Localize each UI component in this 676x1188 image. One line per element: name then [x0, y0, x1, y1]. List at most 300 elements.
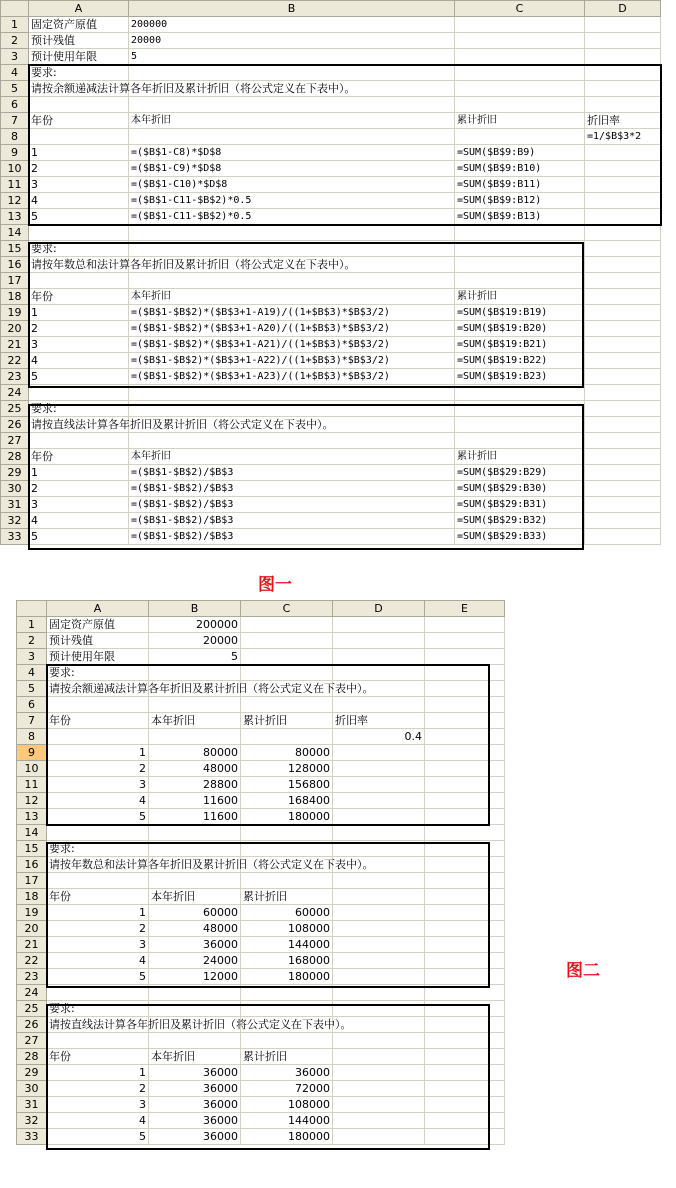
cell-c32[interactable]: =SUM($B$29:B32) [455, 513, 585, 529]
column-header[interactable]: A [29, 1, 129, 17]
cell-a19[interactable]: 1 [29, 305, 129, 321]
cell-d7[interactable]: 折旧率 [333, 713, 425, 729]
cell-b31[interactable]: =($B$1-$B$2)/$B$3 [129, 497, 455, 513]
row-header[interactable]: 8 [17, 729, 47, 745]
cell-d15[interactable] [585, 241, 661, 257]
row-header[interactable]: 30 [1, 481, 29, 497]
cell-a15[interactable]: 要求: [47, 841, 149, 857]
cell-c27[interactable] [241, 1033, 333, 1049]
cell-d19[interactable] [585, 305, 661, 321]
cell-c28[interactable]: 累计折旧 [455, 449, 585, 465]
cell-c24[interactable] [241, 985, 333, 1001]
row-header[interactable]: 33 [1, 529, 29, 545]
cell-d2[interactable] [585, 33, 661, 49]
cell-e15[interactable] [425, 841, 505, 857]
cell-a17[interactable] [47, 873, 149, 889]
cell-d6[interactable] [585, 97, 661, 113]
cell-b25[interactable] [129, 401, 455, 417]
cell-a29[interactable]: 1 [29, 465, 129, 481]
select-all-corner[interactable] [17, 601, 47, 617]
cell-c8[interactable] [455, 129, 585, 145]
cell-c21[interactable]: 144000 [241, 937, 333, 953]
cell-c28[interactable]: 累计折旧 [241, 1049, 333, 1065]
cell-b29[interactable]: 36000 [149, 1065, 241, 1081]
row-header[interactable]: 30 [17, 1081, 47, 1097]
cell-c15[interactable] [455, 241, 585, 257]
cell-d31[interactable] [585, 497, 661, 513]
row-header[interactable]: 2 [17, 633, 47, 649]
cell-b21[interactable]: =($B$1-$B$2)*($B$3+1-A21)/((1+$B$3)*$B$3/2) [129, 337, 455, 353]
cell-c22[interactable]: 168000 [241, 953, 333, 969]
row-header[interactable]: 32 [17, 1113, 47, 1129]
cell-a32[interactable]: 4 [29, 513, 129, 529]
cell-b22[interactable]: 24000 [149, 953, 241, 969]
cell-e12[interactable] [425, 793, 505, 809]
row-header[interactable]: 28 [1, 449, 29, 465]
cell-c17[interactable] [455, 273, 585, 289]
row-header[interactable]: 23 [17, 969, 47, 985]
cell-c1[interactable] [241, 617, 333, 633]
cell-d17[interactable] [333, 873, 425, 889]
row-header[interactable]: 24 [1, 385, 29, 401]
cell-e17[interactable] [425, 873, 505, 889]
row-header[interactable]: 31 [1, 497, 29, 513]
cell-b6[interactable] [149, 697, 241, 713]
cell-c4[interactable] [455, 65, 585, 81]
row-header[interactable]: 17 [17, 873, 47, 889]
cell-c6[interactable] [241, 697, 333, 713]
cell-c11[interactable]: 156800 [241, 777, 333, 793]
cell-a14[interactable] [29, 225, 129, 241]
cell-d15[interactable] [333, 841, 425, 857]
cell-c31[interactable]: 108000 [241, 1097, 333, 1113]
cell-b3[interactable]: 5 [149, 649, 241, 665]
row-header[interactable]: 19 [1, 305, 29, 321]
cell-d33[interactable] [585, 529, 661, 545]
cell-b32[interactable]: 36000 [149, 1113, 241, 1129]
cell-c33[interactable]: 180000 [241, 1129, 333, 1145]
cell-e29[interactable] [425, 1065, 505, 1081]
cell-b10[interactable]: =($B$1-C9)*$D$8 [129, 161, 455, 177]
cell-e18[interactable] [425, 889, 505, 905]
cell-a17[interactable] [29, 273, 129, 289]
cell-c7[interactable]: 累计折旧 [241, 713, 333, 729]
cell-a25[interactable]: 要求: [47, 1001, 149, 1017]
cell-c3[interactable] [455, 49, 585, 65]
cell-c32[interactable]: 144000 [241, 1113, 333, 1129]
cell-c26[interactable] [455, 417, 585, 433]
cell-d18[interactable] [333, 889, 425, 905]
cell-e24[interactable] [425, 985, 505, 1001]
cell-d4[interactable] [585, 65, 661, 81]
row-header[interactable]: 22 [1, 353, 29, 369]
cell-b8[interactable] [149, 729, 241, 745]
cell-a18[interactable]: 年份 [47, 889, 149, 905]
cell-c13[interactable]: =SUM($B$9:B13) [455, 209, 585, 225]
cell-c19[interactable]: 60000 [241, 905, 333, 921]
cell-b18[interactable]: 本年折旧 [129, 289, 455, 305]
row-header[interactable]: 11 [1, 177, 29, 193]
cell-d33[interactable] [333, 1129, 425, 1145]
row-header[interactable]: 12 [1, 193, 29, 209]
cell-c33[interactable]: =SUM($B$29:B33) [455, 529, 585, 545]
cell-e7[interactable] [425, 713, 505, 729]
cell-d21[interactable] [333, 937, 425, 953]
cell-d13[interactable] [333, 809, 425, 825]
cell-d29[interactable] [333, 1065, 425, 1081]
cell-c27[interactable] [455, 433, 585, 449]
cell-e5[interactable] [425, 681, 505, 697]
row-header[interactable]: 18 [17, 889, 47, 905]
cell-d10[interactable] [333, 761, 425, 777]
row-header[interactable]: 23 [1, 369, 29, 385]
cell-b7[interactable]: 本年折旧 [129, 113, 455, 129]
cell-e16[interactable] [425, 857, 505, 873]
cell-a18[interactable]: 年份 [29, 289, 129, 305]
cell-b15[interactable] [129, 241, 455, 257]
cell-b32[interactable]: =($B$1-$B$2)/$B$3 [129, 513, 455, 529]
row-header[interactable]: 22 [17, 953, 47, 969]
row-header[interactable]: 29 [17, 1065, 47, 1081]
cell-c17[interactable] [241, 873, 333, 889]
cell-a31[interactable]: 3 [47, 1097, 149, 1113]
cell-c5[interactable] [455, 81, 585, 97]
cell-d14[interactable] [585, 225, 661, 241]
cell-d23[interactable] [333, 969, 425, 985]
row-header[interactable]: 9 [17, 745, 47, 761]
cell-a7[interactable]: 年份 [47, 713, 149, 729]
cell-b24[interactable] [149, 985, 241, 1001]
cell-a20[interactable]: 2 [29, 321, 129, 337]
cell-a30[interactable]: 2 [47, 1081, 149, 1097]
cell-a24[interactable] [29, 385, 129, 401]
cell-d24[interactable] [585, 385, 661, 401]
cell-d30[interactable] [585, 481, 661, 497]
cell-a16[interactable]: 请按年数总和法计算各年折旧及累计折旧（将公式定义在下表中）。 [29, 257, 129, 273]
cell-b23[interactable]: 12000 [149, 969, 241, 985]
row-header[interactable]: 21 [1, 337, 29, 353]
cell-d12[interactable] [585, 193, 661, 209]
cell-b28[interactable]: 本年折旧 [129, 449, 455, 465]
cell-d23[interactable] [585, 369, 661, 385]
column-header[interactable]: C [241, 601, 333, 617]
cell-a23[interactable]: 5 [29, 369, 129, 385]
cell-c16[interactable] [455, 257, 585, 273]
cell-b11[interactable]: 28800 [149, 777, 241, 793]
cell-b19[interactable]: 60000 [149, 905, 241, 921]
cell-e33[interactable] [425, 1129, 505, 1145]
cell-c7[interactable]: 累计折旧 [455, 113, 585, 129]
cell-a13[interactable]: 5 [47, 809, 149, 825]
row-header[interactable]: 2 [1, 33, 29, 49]
cell-a31[interactable]: 3 [29, 497, 129, 513]
cell-a28[interactable]: 年份 [47, 1049, 149, 1065]
cell-e13[interactable] [425, 809, 505, 825]
cell-d25[interactable] [585, 401, 661, 417]
cell-e20[interactable] [425, 921, 505, 937]
cell-a10[interactable]: 2 [47, 761, 149, 777]
cell-d11[interactable] [585, 177, 661, 193]
cell-b33[interactable]: =($B$1-$B$2)/$B$3 [129, 529, 455, 545]
cell-e22[interactable] [425, 953, 505, 969]
cell-d4[interactable] [333, 665, 425, 681]
cell-b1[interactable]: 200000 [129, 17, 455, 33]
cell-c20[interactable]: 108000 [241, 921, 333, 937]
row-header[interactable]: 12 [17, 793, 47, 809]
cell-d1[interactable] [585, 17, 661, 33]
cell-c10[interactable]: =SUM($B$9:B10) [455, 161, 585, 177]
cell-b30[interactable]: =($B$1-$B$2)/$B$3 [129, 481, 455, 497]
cell-d29[interactable] [585, 465, 661, 481]
cell-c12[interactable]: =SUM($B$9:B12) [455, 193, 585, 209]
cell-d20[interactable] [333, 921, 425, 937]
cell-b4[interactable] [149, 665, 241, 681]
row-header[interactable]: 9 [1, 145, 29, 161]
cell-a9[interactable]: 1 [47, 745, 149, 761]
cell-d26[interactable] [585, 417, 661, 433]
cell-d19[interactable] [333, 905, 425, 921]
cell-d20[interactable] [585, 321, 661, 337]
cell-b4[interactable] [129, 65, 455, 81]
cell-d9[interactable] [585, 145, 661, 161]
cell-c3[interactable] [241, 649, 333, 665]
cell-b31[interactable]: 36000 [149, 1097, 241, 1113]
cell-b24[interactable] [129, 385, 455, 401]
cell-a3[interactable]: 预计使用年限 [47, 649, 149, 665]
cell-c1[interactable] [455, 17, 585, 33]
cell-a21[interactable]: 3 [29, 337, 129, 353]
cell-a9[interactable]: 1 [29, 145, 129, 161]
cell-d18[interactable] [585, 289, 661, 305]
row-header[interactable]: 17 [1, 273, 29, 289]
select-all-corner[interactable] [1, 1, 29, 17]
cell-b13[interactable]: 11600 [149, 809, 241, 825]
row-header[interactable]: 1 [17, 617, 47, 633]
cell-d22[interactable] [333, 953, 425, 969]
cell-a28[interactable]: 年份 [29, 449, 129, 465]
cell-b18[interactable]: 本年折旧 [149, 889, 241, 905]
row-header[interactable]: 24 [17, 985, 47, 1001]
cell-a8[interactable] [47, 729, 149, 745]
cell-c29[interactable]: =SUM($B$29:B29) [455, 465, 585, 481]
cell-c8[interactable] [241, 729, 333, 745]
cell-a8[interactable] [29, 129, 129, 145]
cell-d21[interactable] [585, 337, 661, 353]
row-header[interactable]: 31 [17, 1097, 47, 1113]
cell-b9[interactable]: 80000 [149, 745, 241, 761]
cell-e25[interactable] [425, 1001, 505, 1017]
cell-b29[interactable]: =($B$1-$B$2)/$B$3 [129, 465, 455, 481]
cell-e27[interactable] [425, 1033, 505, 1049]
cell-d13[interactable] [585, 209, 661, 225]
row-header[interactable]: 10 [1, 161, 29, 177]
cell-c10[interactable]: 128000 [241, 761, 333, 777]
cell-b8[interactable] [129, 129, 455, 145]
cell-a6[interactable] [47, 697, 149, 713]
cell-e14[interactable] [425, 825, 505, 841]
cell-a33[interactable]: 5 [29, 529, 129, 545]
cell-d28[interactable] [585, 449, 661, 465]
cell-e4[interactable] [425, 665, 505, 681]
cell-c18[interactable]: 累计折旧 [241, 889, 333, 905]
cell-a14[interactable] [47, 825, 149, 841]
cell-a21[interactable]: 3 [47, 937, 149, 953]
row-header[interactable]: 4 [1, 65, 29, 81]
cell-d1[interactable] [333, 617, 425, 633]
row-header[interactable]: 16 [17, 857, 47, 873]
cell-b20[interactable]: 48000 [149, 921, 241, 937]
cell-a11[interactable]: 3 [47, 777, 149, 793]
row-header[interactable]: 26 [1, 417, 29, 433]
cell-c6[interactable] [455, 97, 585, 113]
cell-c18[interactable]: 累计折旧 [455, 289, 585, 305]
cell-c4[interactable] [241, 665, 333, 681]
cell-b2[interactable]: 20000 [149, 633, 241, 649]
cell-c11[interactable]: =SUM($B$9:B11) [455, 177, 585, 193]
cell-d24[interactable] [333, 985, 425, 1001]
cell-c23[interactable]: 180000 [241, 969, 333, 985]
cell-b15[interactable] [149, 841, 241, 857]
cell-d27[interactable] [333, 1033, 425, 1049]
cell-a16[interactable]: 请按年数总和法计算各年折旧及累计折旧（将公式定义在下表中）。 [47, 857, 149, 873]
column-header[interactable]: D [333, 601, 425, 617]
cell-a2[interactable]: 预计残值 [29, 33, 129, 49]
row-header[interactable]: 25 [1, 401, 29, 417]
cell-a1[interactable]: 固定资产原值 [47, 617, 149, 633]
cell-a4[interactable]: 要求: [29, 65, 129, 81]
cell-b30[interactable]: 36000 [149, 1081, 241, 1097]
cell-c21[interactable]: =SUM($B$19:B21) [455, 337, 585, 353]
cell-a4[interactable]: 要求: [47, 665, 149, 681]
cell-d3[interactable] [333, 649, 425, 665]
cell-e6[interactable] [425, 697, 505, 713]
cell-b33[interactable]: 36000 [149, 1129, 241, 1145]
cell-b25[interactable] [149, 1001, 241, 1017]
cell-e8[interactable] [425, 729, 505, 745]
cell-a27[interactable] [47, 1033, 149, 1049]
column-header[interactable]: C [455, 1, 585, 17]
cell-d2[interactable] [333, 633, 425, 649]
cell-a20[interactable]: 2 [47, 921, 149, 937]
cell-c14[interactable] [455, 225, 585, 241]
row-header[interactable]: 7 [17, 713, 47, 729]
row-header[interactable]: 14 [1, 225, 29, 241]
cell-d9[interactable] [333, 745, 425, 761]
cell-c14[interactable] [241, 825, 333, 841]
cell-b12[interactable]: 11600 [149, 793, 241, 809]
cell-b14[interactable] [129, 225, 455, 241]
cell-b17[interactable] [129, 273, 455, 289]
cell-d22[interactable] [585, 353, 661, 369]
row-header[interactable]: 27 [17, 1033, 47, 1049]
cell-c12[interactable]: 168400 [241, 793, 333, 809]
cell-b28[interactable]: 本年折旧 [149, 1049, 241, 1065]
cell-a13[interactable]: 5 [29, 209, 129, 225]
row-header[interactable]: 5 [1, 81, 29, 97]
cell-e19[interactable] [425, 905, 505, 921]
cell-c30[interactable]: =SUM($B$29:B30) [455, 481, 585, 497]
cell-b2[interactable]: 20000 [129, 33, 455, 49]
cell-c30[interactable]: 72000 [241, 1081, 333, 1097]
cell-b21[interactable]: 36000 [149, 937, 241, 953]
cell-a1[interactable]: 固定资产原值 [29, 17, 129, 33]
cell-b20[interactable]: =($B$1-$B$2)*($B$3+1-A20)/((1+$B$3)*$B$3/2) [129, 321, 455, 337]
cell-a22[interactable]: 4 [47, 953, 149, 969]
cell-a25[interactable]: 要求: [29, 401, 129, 417]
row-header[interactable]: 8 [1, 129, 29, 145]
cell-d6[interactable] [333, 697, 425, 713]
row-header[interactable]: 15 [1, 241, 29, 257]
cell-a5[interactable]: 请按余额递减法计算各年折旧及累计折旧（将公式定义在下表中）。 [47, 681, 149, 697]
cell-a33[interactable]: 5 [47, 1129, 149, 1145]
row-header[interactable]: 21 [17, 937, 47, 953]
cell-d14[interactable] [333, 825, 425, 841]
cell-a23[interactable]: 5 [47, 969, 149, 985]
cell-c25[interactable] [455, 401, 585, 417]
cell-e26[interactable] [425, 1017, 505, 1033]
cell-a5[interactable]: 请按余额递减法计算各年折旧及累计折旧（将公式定义在下表中）。 [29, 81, 129, 97]
cell-d7[interactable]: 折旧率 [585, 113, 661, 129]
cell-d11[interactable] [333, 777, 425, 793]
cell-d5[interactable] [585, 81, 661, 97]
cell-a10[interactable]: 2 [29, 161, 129, 177]
row-header[interactable]: 19 [17, 905, 47, 921]
cell-c20[interactable]: =SUM($B$19:B20) [455, 321, 585, 337]
cell-a11[interactable]: 3 [29, 177, 129, 193]
row-header[interactable]: 6 [17, 697, 47, 713]
row-header[interactable]: 26 [17, 1017, 47, 1033]
cell-b11[interactable]: =($B$1-C10)*$D$8 [129, 177, 455, 193]
column-header[interactable]: A [47, 601, 149, 617]
cell-b14[interactable] [149, 825, 241, 841]
cell-d27[interactable] [585, 433, 661, 449]
row-header[interactable]: 28 [17, 1049, 47, 1065]
cell-b12[interactable]: =($B$1-C11-$B$2)*0.5 [129, 193, 455, 209]
cell-e30[interactable] [425, 1081, 505, 1097]
cell-c2[interactable] [241, 633, 333, 649]
cell-a30[interactable]: 2 [29, 481, 129, 497]
cell-d8[interactable]: 0.4 [333, 729, 425, 745]
cell-a2[interactable]: 预计残值 [47, 633, 149, 649]
row-header[interactable]: 10 [17, 761, 47, 777]
row-header[interactable]: 4 [17, 665, 47, 681]
cell-d8[interactable]: =1/$B$3*2 [585, 129, 661, 145]
cell-e21[interactable] [425, 937, 505, 953]
cell-a29[interactable]: 1 [47, 1065, 149, 1081]
cell-b27[interactable] [149, 1033, 241, 1049]
cell-e2[interactable] [425, 633, 505, 649]
row-header[interactable]: 13 [1, 209, 29, 225]
cell-e9[interactable] [425, 745, 505, 761]
cell-a19[interactable]: 1 [47, 905, 149, 921]
cell-c23[interactable]: =SUM($B$19:B23) [455, 369, 585, 385]
cell-c9[interactable]: =SUM($B$9:B9) [455, 145, 585, 161]
cell-a12[interactable]: 4 [47, 793, 149, 809]
row-header[interactable]: 6 [1, 97, 29, 113]
cell-c24[interactable] [455, 385, 585, 401]
cell-d32[interactable] [585, 513, 661, 529]
cell-b27[interactable] [129, 433, 455, 449]
cell-b10[interactable]: 48000 [149, 761, 241, 777]
cell-a24[interactable] [47, 985, 149, 1001]
row-header[interactable]: 29 [1, 465, 29, 481]
cell-b19[interactable]: =($B$1-$B$2)*($B$3+1-A19)/((1+$B$3)*$B$3/2) [129, 305, 455, 321]
row-header[interactable]: 32 [1, 513, 29, 529]
cell-e28[interactable] [425, 1049, 505, 1065]
cell-e11[interactable] [425, 777, 505, 793]
cell-b6[interactable] [129, 97, 455, 113]
row-header[interactable]: 33 [17, 1129, 47, 1145]
